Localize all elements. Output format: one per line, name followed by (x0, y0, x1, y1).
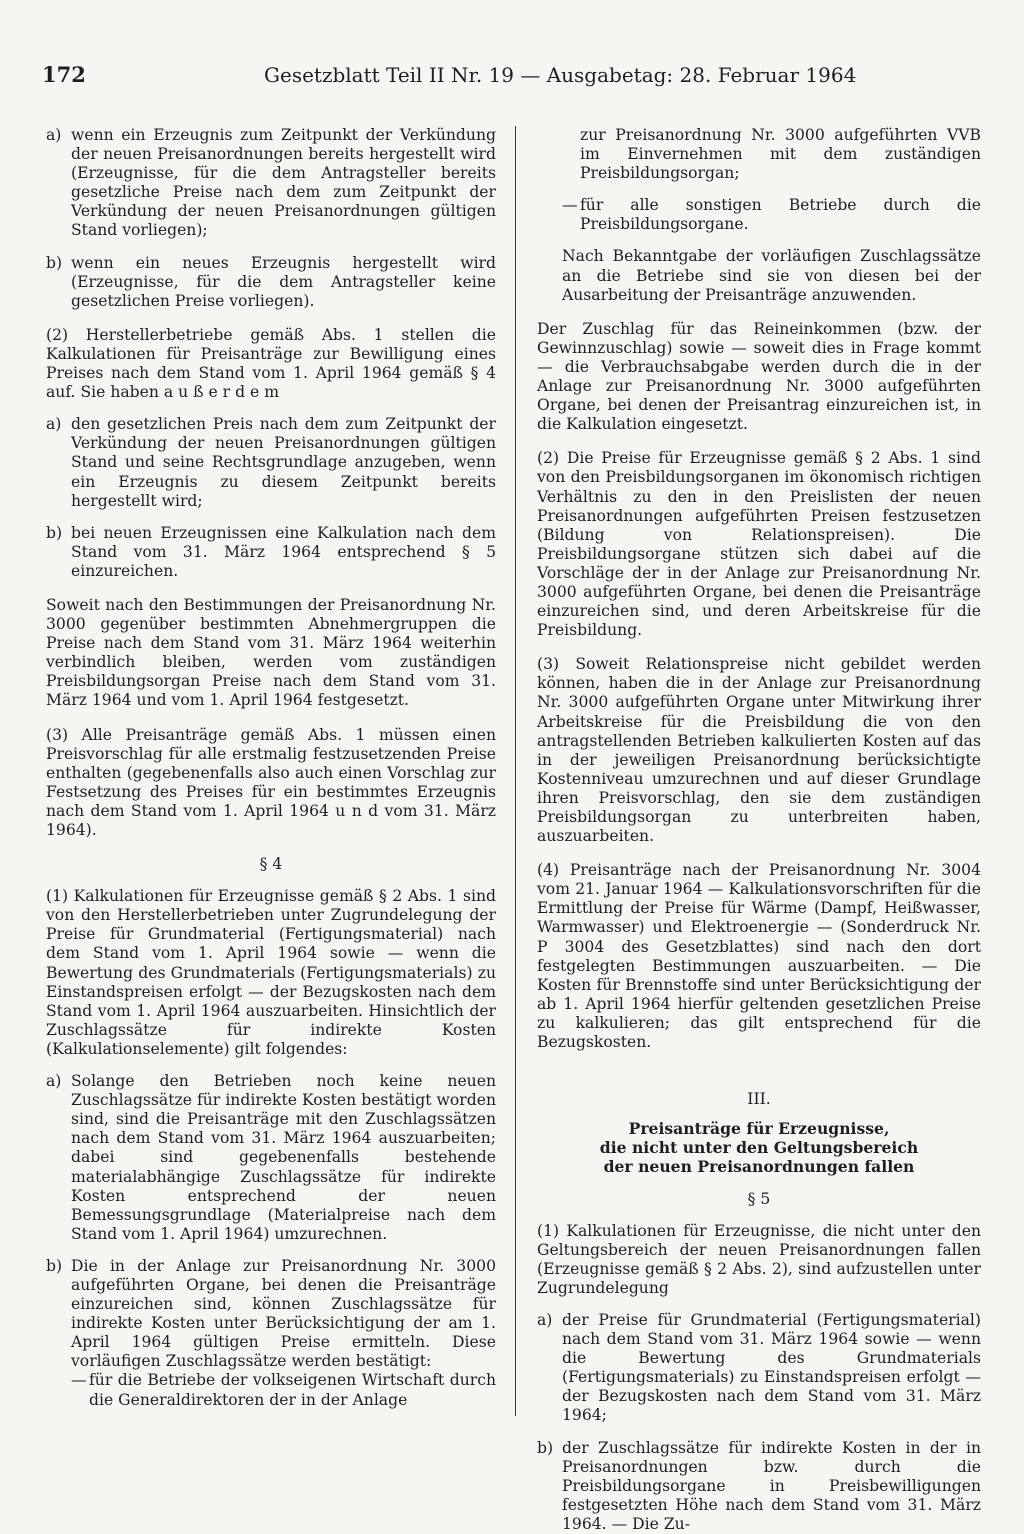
section-heading-5: § 5 (747, 1189, 771, 1208)
item-text: Die in der Anlage zur Preisanordnung Nr. 3000 aufgeführten Organe, bei denen die Preisanträge einzureichen sind, können Zuschlagssätze für indirekte Kosten unter Berücksichtigung der am 1. April 1964 gültigen Preise ermitteln. Diese vorläufigen Zuschlagssätze werden bestätigt: (71, 1256, 496, 1371)
section-heading-4: § 4 (259, 855, 283, 874)
part-heading (537, 1119, 981, 1176)
part-numeral: III. (747, 1090, 771, 1109)
dash-label: — (71, 1371, 87, 1390)
item-label: b) (46, 523, 63, 542)
list-item (46, 524, 496, 581)
list-item (46, 415, 496, 510)
list-item (46, 126, 496, 241)
heading-line-2: die nicht unter den Geltungsbereich (599, 1138, 919, 1158)
paragraph-2: (2) Herstellerbetriebe gemäß Abs. 1 stellen die Kalkulationen für Preisanträge zur Bewilligung eines Preises nach dem Stand vom 1. April 1964 gemäß § 4 auf. Sie haben a u ß e r d e m (46, 325, 496, 402)
item-text: den gesetzlichen Preis nach dem zum Zeitpunkt der Verkündung der neuen Preisanordnungen gültigen Stand und seine Rechtsgrundlage anzugeben, wenn ein Erzeugnis zu diesem Zeitpunkt bereits hergestellt wird; (71, 415, 496, 510)
list-item (46, 1072, 496, 1244)
item-text: wenn ein Erzeugnis zum Zeitpunkt der Verkündung der neuen Preisanordnungen bereits hergestellt wird (Erzeugnisse, für die dem Antragsteller bereits gesetzliche Preise nach dem zum Zeitpunkt der Verkündung der neuen Preisanordnungen gültigen Stand vorliegen); (71, 126, 496, 240)
paragraph-3: (3) Alle Preisanträge gemäß Abs. 1 müssen einen Preisvorschlag für alle erstmalig festzusetzenden Preise enthalten (gegebenenfalls also auch einen Vorschlag zur Festsetzung des Preises für ein bestimmtes Erzeugnis nach dem Stand vom 1. April 1964 u n d vom 31. März 1964). (46, 725, 496, 839)
item-label: a) (537, 1310, 553, 1329)
item-text: der Preise für Grundmaterial (Fertigungsmaterial) nach dem Stand vom 31. März 1964 sowie — wenn die Bewertung des Grundmaterials (Fertigungsmaterials) zu Einstandspreisen erfolgt — der Bezugskosten nach dem Stand vom 31. März 1964; (562, 1310, 981, 1425)
heading-line-1: Preisanträge für Erzeugnisse, (628, 1119, 890, 1139)
paragraph-4-3: (3) Soweit Relationspreise nicht gebildet werden können, haben die in der Anlage zur Preisanordnung Nr. 3000 aufgeführten Organe unter Mitwirkung ihrer Arbeitskreise für die Preisbildung die von den antragstellenden Betrieben kalkulierten Kosten auf das in der jeweiligen Preisanordnung berücksichtigte Kostenniveau umzurechnen und auf dieser Grundlage ihren Preisvorschlag, den sie dem zuständigen Preisbildungsorgan zu unterbreiten haben, auszuarbeiten. (537, 655, 981, 846)
list-item (537, 1311, 981, 1426)
item-text: bei neuen Erzeugnissen eine Kalkulation nach dem Stand vom 31. März 1964 entsprechend § 5 einzureichen. (71, 523, 496, 580)
dash-item (562, 196, 981, 234)
item-label: b) (537, 1438, 554, 1457)
continued-text: zur Preisanordnung Nr. 3000 aufgeführten VVB im Einvernehmen mit dem zuständigen Preisbildungsorgan; (580, 126, 981, 183)
item-label: a) (46, 415, 62, 434)
item-text: der Zuschlagssätze für indirekte Kosten in der in Preisanordnungen bzw. durch die Preisbildungsorgane in Preisbewilligungen festgesetzten Höhe nach dem Stand vom 31. März 1964. — Die Zu- (562, 1438, 981, 1533)
running-title: Gesetzblatt Teil II Nr. 19 — Ausgabetag: 28. Februar 1964 (264, 63, 857, 87)
paragraph-soweit: Soweit nach den Bestimmungen der Preisanordnung Nr. 3000 gegenüber bestimmten Abnehmergruppen die Preise nach dem Stand vom 31. März 1964 weiterhin verbindlich bleiben, werden vom zuständigen Preisbildungsorgan Preise nach dem Stand vom 31. März 1964 und vom 1. April 1964 festgesetzt. (46, 595, 496, 710)
paragraph-nach: Nach Bekanntgabe der vorläufigen Zuschlagssätze an die Betriebe sind sie von diesen bei der Ausarbeitung der Preisanträge anzuwenden. (562, 247, 981, 304)
paragraph-4-4: (4) Preisanträge nach der Preisanordnung Nr. 3004 vom 21. Januar 1964 — Kalkulationsvorschriften für die Ermittlung der Preise für Wärme (Dampf, Heißwasser, Warmwasser) und Elektroenergie — (Sonderdruck Nr. P 3004 des Gesetzblattes) sind nach den dort festgelegten Bestimmungen auszuarbeiten. — Die Kosten für Brennstoffe sind unter Berücksichtigung der ab 1. April 1964 hierfür geltenden gesetzlichen Preise zu kalkulieren; das gilt entsprechend für die Bezugskosten. (537, 861, 981, 1052)
item-text: Solange den Betrieben noch keine neuen Zuschlagssätze für indirekte Kosten bestätigt worden sind, sind die Preisanträge mit den Zuschlagssätzen nach dem Stand vom 31. März 1964 auszuarbeiten; dabei sind gegebenenfalls bestehende materialabhängige Zuschlagssätze für indirekte Kosten entsprechend der neuen Bemessungsgrundlage (Materialpreise nach dem Stand vom 1. April 1964) umzurechnen. (71, 1072, 496, 1243)
right-column (537, 126, 981, 1534)
dash-label: — (562, 196, 578, 215)
list-item (46, 254, 496, 311)
column-divider (515, 126, 516, 1416)
item-label: a) (46, 1072, 62, 1091)
heading-line-3: der neuen Preisanordnungen fallen (603, 1157, 915, 1177)
item-text: wenn ein neues Erzeugnis hergestellt wird (Erzeugnisse, für die dem Antragsteller keine gesetzlichen Preise vorliegen). (71, 253, 496, 310)
paragraph-4-1: (1) Kalkulationen für Erzeugnisse gemäß § 2 Abs. 1 sind von den Herstellerbetrieben unter Zugrundelegung der Preise für Grundmaterial (Fertigungsmaterial) nach dem Stand vom 1. April 1964 sowie — wenn die Bewertung des Grundmaterials (Fertigungsmaterials) zu Einstandspreisen erfolgt — der Bezugskosten nach dem Stand vom 1. April 1964 auszuarbeiten. Hinsichtlich der Zuschlagssätze für indirekte Kosten (Kalkulationselemente) gilt folgendes: (46, 887, 496, 1058)
item-label: a) (46, 126, 62, 144)
page-header (42, 62, 857, 88)
item-label: b) (46, 1256, 63, 1275)
paragraph-4-2: (2) Die Preise für Erzeugnisse gemäß § 2 Abs. 1 sind von den Preisbildungsorganen im ökonomisch richtigen Verhältnis zu den in den Preislisten der neuen Preisanordnungen aufgeführten Preisen festzusetzen (Bildung von Relationspreisen). Die Preisbildungsorgane stützen sich dabei auf die Vorschläge der in der Anlage zur Preisanordnung Nr. 3000 aufgeführten Organe, bei denen die Preisanträge einzureichen sind, und deren Arbeitskreise für die Preisbildung. (537, 449, 981, 640)
paragraph-5-1: (1) Kalkulationen für Erzeugnisse, die nicht unter den Geltungsbereich der neuen Preisanordnungen fallen (Erzeugnisse gemäß § 2 Abs. 2), sind aufzustellen unter Zugrundelegung (537, 1221, 981, 1297)
dash-text: für die Betriebe der volkseigenen Wirtschaft durch die Generaldirektoren der in der Anlage (89, 1371, 496, 1409)
page-number: 172 (42, 62, 86, 87)
paragraph-der: Der Zuschlag für das Reineinkommen (bzw. der Gewinnzuschlag) sowie — soweit dies in Frage kommt — die Verbrauchsabgabe werden durch die in der Anlage zur Preisanordnung Nr. 3000 aufgeführten Organe, bei denen der Preisantrag einzureichen ist, in die Kalkulation eingesetzt. (537, 319, 981, 434)
left-column (46, 126, 496, 1410)
item-label: b) (46, 253, 63, 272)
list-item (46, 1257, 496, 1372)
list-item (537, 1439, 981, 1534)
dash-text: für alle sonstigen Betriebe durch die Preisbildungsorgane. (580, 196, 981, 234)
dash-item (71, 1371, 496, 1409)
